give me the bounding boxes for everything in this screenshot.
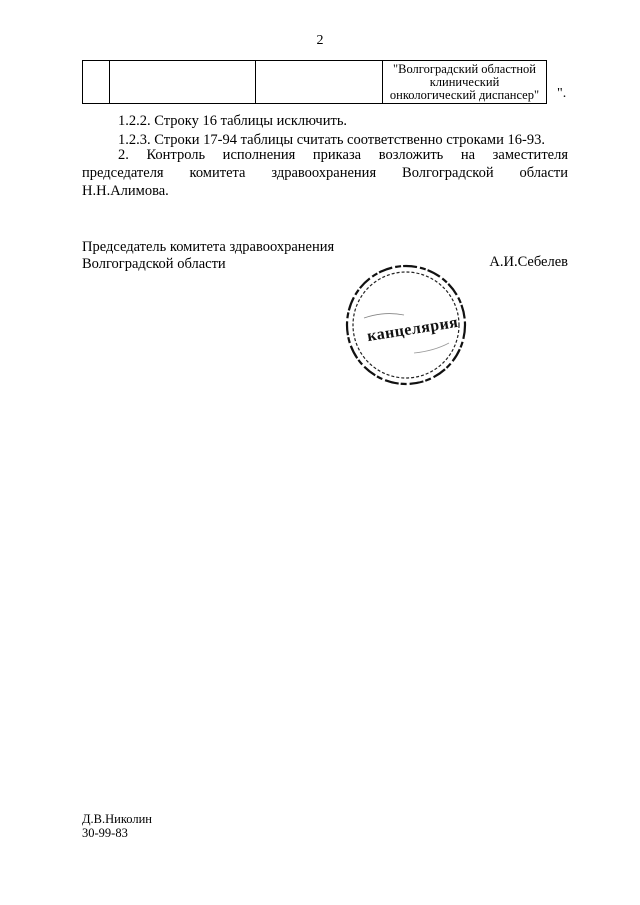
office-stamp	[344, 263, 469, 393]
stamp-text: канцелярия	[366, 313, 460, 346]
table-cell-empty	[256, 61, 383, 104]
cell-line: онкологический диспансер"	[389, 88, 540, 102]
signatory-title-line1: Председатель комитета здравоохранения	[82, 239, 335, 255]
table-cell-empty	[110, 61, 256, 104]
table-fragment	[82, 60, 547, 104]
table-row	[83, 61, 547, 104]
executor-name: Д.В.Николин	[82, 812, 152, 826]
cell-line: клинический	[429, 75, 500, 89]
cell-line: "Волгоградский областной	[393, 62, 536, 76]
paragraph-2-line3: Н.Н.Алимова.	[82, 183, 169, 199]
page-number: 2	[316, 33, 324, 48]
table-cell-institution	[383, 61, 547, 104]
paragraph-2-line1: 2. Контроль исполнения приказа возложить на заместителя	[118, 147, 568, 163]
signatory-name: А.И.Себелев	[489, 254, 568, 270]
closing-quote: ".	[557, 86, 567, 101]
paragraph-2-line2: председателя комитета здравоохранения Волгоградской области	[82, 165, 568, 181]
paragraph-1-2-2: 1.2.2. Строку 16 таблицы исключить.	[118, 113, 348, 129]
executor-phone: 30-99-83	[82, 826, 128, 840]
paragraph-1-2-3: 1.2.3. Строки 17-94 таблицы считать соответственно строками 16-93.	[118, 132, 545, 148]
table-cell-number	[83, 61, 110, 104]
signatory-title-line2: Волгоградской области	[82, 256, 226, 272]
